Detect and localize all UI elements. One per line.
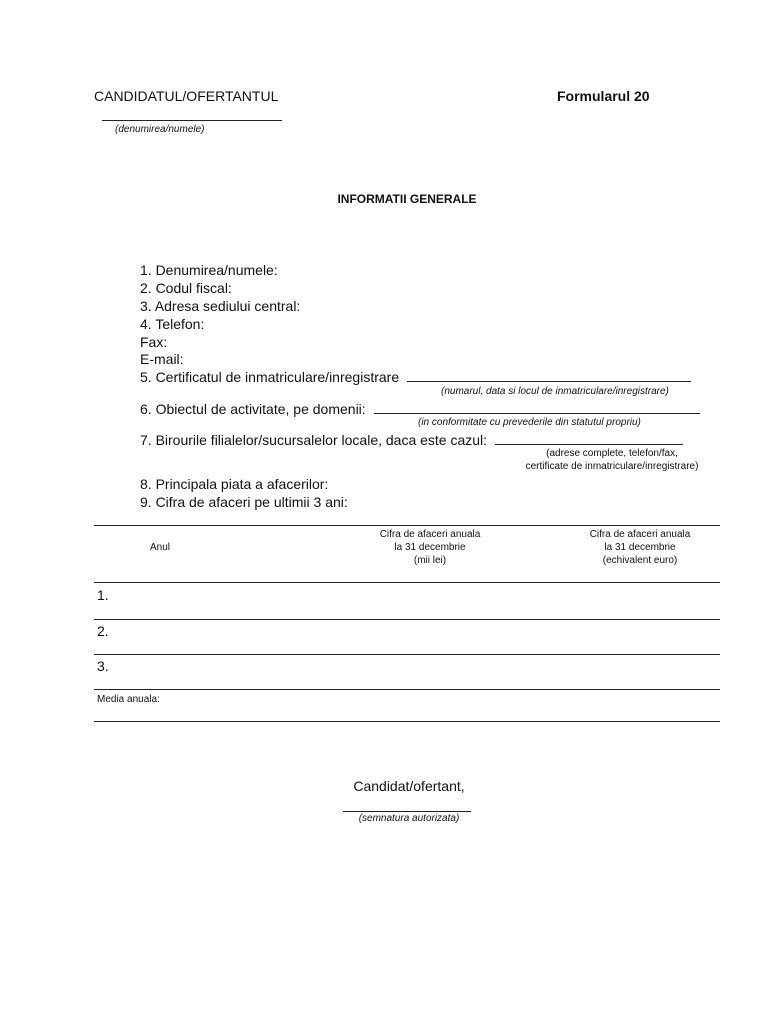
branches-blank: [495, 432, 683, 445]
average-label: Media anuala:: [97, 694, 160, 705]
signature-line: [343, 811, 471, 812]
col-euro-header: [550, 528, 730, 567]
col-lei-header: [340, 528, 520, 567]
form-number: Formularul 20: [557, 88, 650, 104]
col-euro-line-3: (echivalent euro): [602, 555, 678, 566]
item-branches-label: 7. Birourile filialelor/sucursalelor locale, daca este cazul:: [140, 432, 488, 448]
col-lei-line-2: la 31 decembrie: [394, 542, 466, 553]
certificate-blank: [407, 369, 691, 382]
table-row: 2.: [97, 623, 109, 639]
signature-label: Candidat/ofertant,: [353, 778, 465, 794]
row-rule-2: [94, 654, 720, 655]
col-euro-line-1: Cifra de afaceri anuala: [589, 529, 691, 540]
item-activity: [140, 401, 700, 418]
header-bottom-rule: [94, 582, 720, 583]
table-top-rule: [94, 525, 720, 526]
activity-hint: (in conformitate cu prevederile din statutul propriu): [418, 417, 641, 428]
item-address: 3. Adresa sediului central:: [140, 298, 301, 314]
item-activity-label: 6. Obiectul de activitate, pe domenii:: [140, 401, 366, 417]
col-lei-line-1: Cifra de afaceri anuala: [379, 529, 481, 540]
row-rule-3: [94, 689, 720, 690]
activity-blank: [374, 401, 700, 414]
item-email: E-mail:: [140, 351, 184, 367]
table-row: 1.: [97, 587, 109, 603]
item-market: 8. Principala piata a afacerilor:: [140, 476, 329, 492]
name-underline: [102, 120, 282, 121]
table-row: 3.: [97, 658, 109, 674]
item-fax: Fax:: [140, 334, 168, 350]
signature-hint: (semnatura autorizata): [358, 813, 460, 824]
item-fiscal-code: 2. Codul fiscal:: [140, 280, 232, 296]
page-title: INFORMATII GENERALE: [337, 192, 477, 206]
item-turnover: 9. Cifra de afaceri pe ultimii 3 ani:: [140, 494, 348, 510]
branches-hint-2: certificate de inmatriculare/inregistrare): [525, 461, 699, 472]
name-hint: (denumirea/numele): [115, 124, 205, 135]
table-bottom-rule: [94, 721, 720, 722]
candidate-label: CANDIDATUL/OFERTANTUL: [94, 88, 279, 104]
item-certificate: [140, 369, 691, 386]
col-lei-line-3: (mii lei): [413, 555, 447, 566]
row-rule-1: [94, 619, 720, 620]
item-certificate-label: 5. Certificatul de inmatriculare/inregistrare: [140, 369, 400, 385]
item-phone: 4. Telefon:: [140, 316, 205, 332]
item-branches: [140, 432, 683, 449]
col-euro-line-2: la 31 decembrie: [604, 542, 676, 553]
col-year-header: Anul: [149, 542, 170, 553]
item-name: 1. Denumirea/numele:: [140, 262, 278, 278]
branches-hint-1: (adrese complete, telefon/fax,: [546, 448, 678, 459]
certificate-hint: (numarul, data si locul de inmatriculare/inregistrare): [441, 386, 669, 397]
